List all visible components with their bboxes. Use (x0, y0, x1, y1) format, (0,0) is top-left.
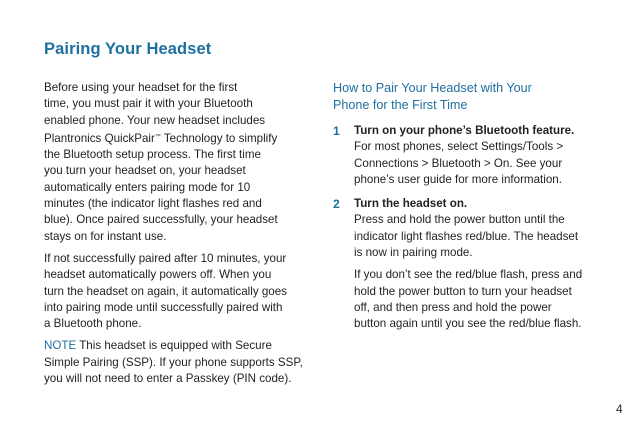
note-line: Simple Pairing (SSP). If your phone supports SSP, (44, 355, 303, 369)
page-title: Pairing Your Headset (44, 40, 212, 58)
page-number: 4 (616, 402, 623, 416)
note-line: you will not need to enter a Passkey (PIN code). (44, 372, 292, 386)
step-line: indicator light flashes red/blue. The headset (354, 229, 579, 243)
step-2 (333, 196, 613, 332)
section-subtitle (333, 80, 613, 114)
para-line: turn the headset on again, it automatically goes (44, 284, 287, 298)
intro-line: blue). Once paired successfully, your headset (44, 213, 278, 227)
auto-off-paragraph (44, 251, 320, 332)
intro-line (44, 147, 320, 163)
intro-line (44, 129, 320, 147)
step-extra (354, 267, 613, 332)
step-line: Press and hold the power button until the (354, 213, 565, 227)
step-heading: Turn on your phone’s Bluetooth feature. (354, 124, 575, 137)
step-line: button again until you see the red/blue flash. (354, 317, 582, 331)
subtitle-line: How to Pair Your Headset with Your (333, 81, 532, 95)
intro-line-prefix: the (44, 148, 64, 162)
intro-line: you turn your headset on, your headset (44, 164, 246, 178)
intro-line: minutes (the indicator light flashes red and (44, 197, 262, 211)
note-paragraph (44, 338, 320, 387)
step-line: phone’s user guide for more information. (354, 172, 562, 186)
para-line: a Bluetooth phone. (44, 317, 142, 331)
trademark-symbol: ™ (154, 133, 161, 140)
intro-paragraph (44, 80, 320, 245)
step-body (354, 212, 613, 261)
step-line: hold the power button to turn your headset (354, 284, 572, 298)
intro-line-text: Bluetooth setup process. The first time (63, 148, 261, 162)
step-1 (333, 123, 613, 188)
step-line: If you don’t see the red/blue flash, press and (354, 268, 583, 282)
right-column (333, 80, 613, 341)
quickpair-text: Plantronics QuickPair (44, 131, 155, 145)
intro-line: time, you must pair it with your Bluetooth (44, 97, 253, 111)
para-line: into pairing mode until successfully paired with (44, 300, 283, 314)
intro-line: automatically enters pairing mode for 10 (44, 180, 251, 194)
step-heading: Turn the headset on. (354, 197, 468, 211)
intro-line: Before using your headset for the first (44, 81, 238, 94)
intro-line: enabled phone. Your new headset includes (44, 113, 266, 127)
para-line: If not successfully paired after 10 minutes, your (44, 251, 287, 265)
subtitle-line: Phone for the First Time (333, 98, 468, 112)
step-number: 2 (333, 197, 340, 212)
note-label: NOTE (44, 339, 77, 353)
step-number: 1 (333, 124, 340, 138)
step-line: Connections > Bluetooth > On. See your (354, 156, 563, 170)
note-text: This headset is equipped with Secure (76, 339, 272, 353)
step-line: is now in pairing mode. (354, 246, 473, 260)
intro-line-rest: Technology to simplify (160, 131, 278, 145)
intro-line: stays on for instant use. (44, 229, 167, 243)
para-line: headset automatically powers off. When you (44, 268, 272, 282)
step-line: For most phones, select Settings/Tools > (354, 140, 564, 154)
note-line (44, 338, 320, 354)
left-column (44, 80, 320, 393)
step-line: off, and then press and hold the power (354, 300, 552, 314)
